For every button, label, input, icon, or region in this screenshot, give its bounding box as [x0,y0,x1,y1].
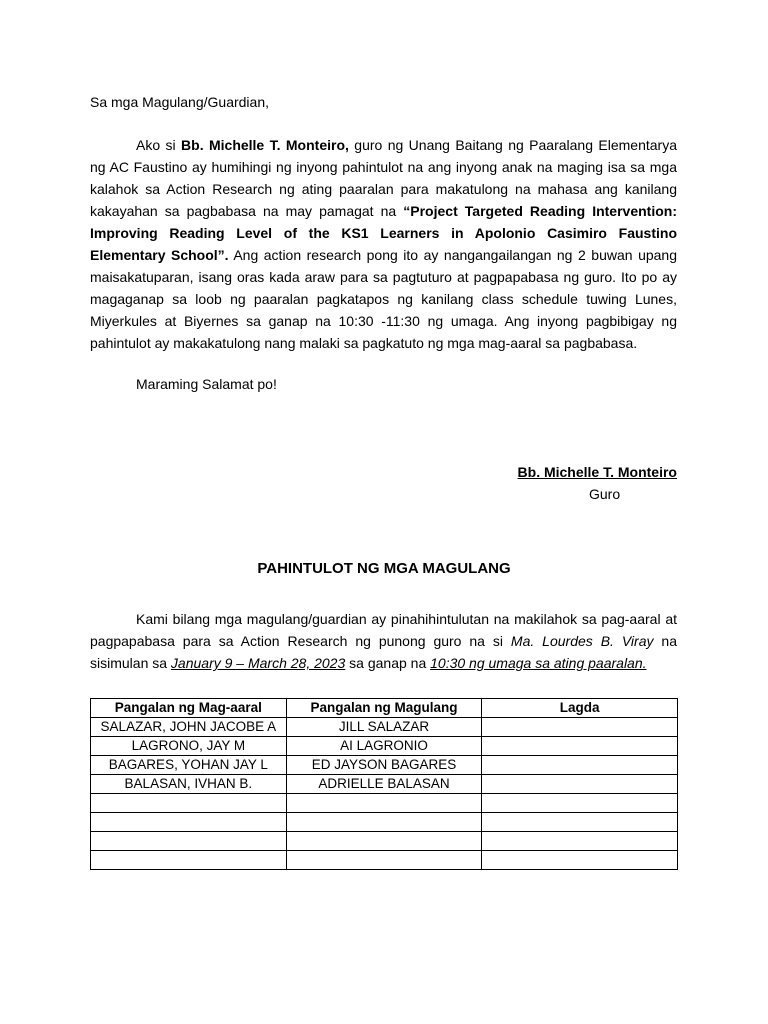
consent-body [90,608,677,674]
body-text: guro ng Unang Baitang ng Paaralang Elementarya ng AC Faustino ay humihingi ng inyong pahintulot na ang inyong anak na maging isa sa mga kalahok sa Action Research ng ating paaralan para makatulong na mahasa ang kanilang kakayahan sa pagbabasa na may pamagat na [90,137,677,219]
parent-name-cell [286,851,482,870]
table-row [91,832,678,851]
table-row [91,718,678,737]
header-parent-name: Pangalan ng Magulang [286,699,482,718]
parent-name-cell [286,794,482,813]
schedule-dates: January 9 – March 28, 2023 [170,655,346,671]
student-name-cell [91,794,287,813]
body-text: Kami bilang mga magulang/guardian ay pinahihintulutan na makilahok sa pag-aaral at pagpapabasa para sa Action Research ng punong guro na si [90,611,677,649]
signature-cell [482,718,678,737]
body-text: Ako si [136,137,182,153]
body-text: Ang action research pong ito ay nangangailangan ng 2 buwan upang maisakatuparan, isang oras kada araw para sa pagtuturo at pagpapabasa ng guro. Ito po ay magaganap sa loob ng paaralan pagkatapos ng kanilang class schedule tuwing Lunes, Miyerkules at Biyernes sa ganap na 10:30 -11:30 ng umaga. Ang inyong pagbibigay ng pahintulot ay makakatulong nang malaki sa pagkatuto ng mga mag-aaral sa pagbabasa. [90,247,678,351]
signature-cell [482,832,678,851]
signature-name: Bb. Michelle T. Monteiro [517,464,677,480]
consent-heading: PAHINTULOT NG MGA MAGULANG [257,560,511,577]
parent-name-cell [286,813,482,832]
body-text: sa ganap na [345,655,431,671]
student-name-cell: SALAZAR, JOHN JACOBE A [91,718,287,737]
student-name-cell: BAGARES, YOHAN JAY L [91,756,287,775]
student-name-cell: BALASAN, IVHAN B. [91,775,287,794]
table-row [91,851,678,870]
table-row [91,756,678,775]
signature-cell [482,756,678,775]
teacher-name: Bb. Michelle T. Monteiro, [181,137,349,153]
body-text: na sisimulan sa [90,633,677,671]
parent-name-cell: JILL SALAZAR [286,718,482,737]
signature-cell [482,851,678,870]
student-name-cell [91,832,287,851]
closing-thanks: Maraming Salamat po! [136,376,277,392]
signature-cell [482,775,678,794]
principal-name: Ma. Lourdes B. Viray [510,633,654,649]
parent-name-cell: ED JAYSON BAGARES [286,756,482,775]
parent-name-cell [286,832,482,851]
signature-cell [482,813,678,832]
signature-title: Guro [589,486,621,502]
schedule-time: 10:30 ng umaga sa ating paaralan. [430,655,647,671]
signature-cell [482,737,678,756]
consent-table [90,698,678,870]
header-signature: Lagda [482,699,678,718]
table-header-row [91,699,678,718]
signature-cell [482,794,678,813]
table-row [91,813,678,832]
student-name-cell [91,813,287,832]
student-name-cell: LAGRONO, JAY M [91,737,287,756]
research-title: “Project Targeted Reading Intervention: Improving Reading Level of the KS1 Learners in Apolonio Casimiro Faustino Elementary School”. [90,203,677,263]
letter-body [90,134,677,354]
header-student-name: Pangalan ng Mag-aaral [91,699,287,718]
table-row [91,794,678,813]
table-row [91,775,678,794]
table-row [91,737,678,756]
student-name-cell [91,851,287,870]
parent-name-cell: ADRIELLE BALASAN [286,775,482,794]
parent-name-cell: AI LAGRONIO [286,737,482,756]
salutation: Sa mga Magulang/Guardian, [90,94,269,110]
